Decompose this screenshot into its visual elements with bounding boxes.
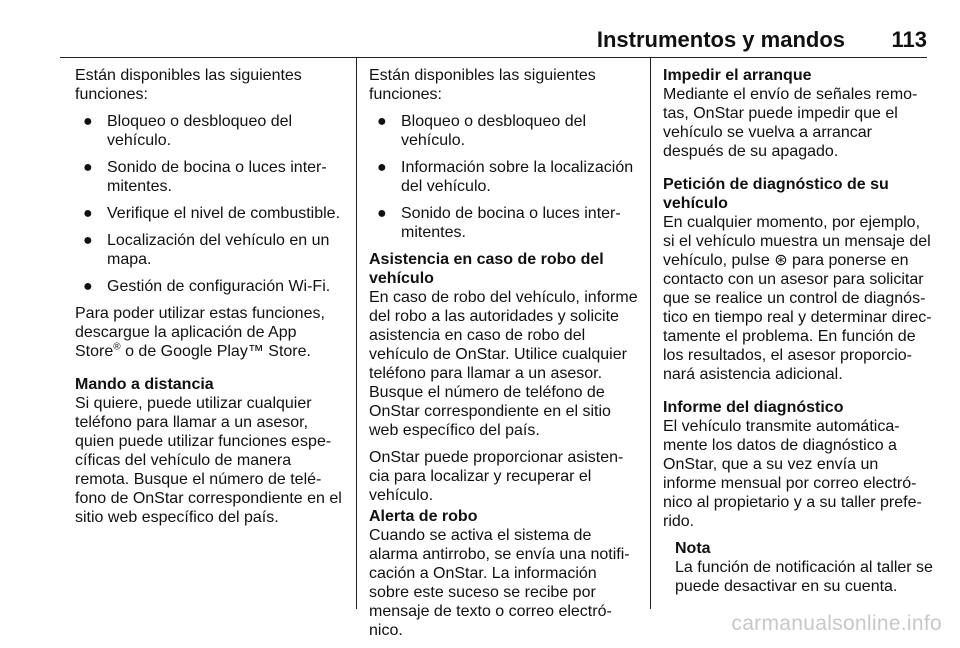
column-divider xyxy=(356,58,357,609)
page-header xyxy=(60,27,927,58)
bullet-icon: ● xyxy=(83,205,93,222)
page-title: Instrumentos y mandos xyxy=(596,27,845,52)
feature-list xyxy=(369,112,639,242)
section-heading: Impedir el arranque xyxy=(663,67,812,84)
section-heading: Mando a distancia xyxy=(75,376,214,393)
section-text: Mediante el envío de señales remo-tas, OnStar puede impedir que el vehículo se vuelva a arrancar después de su apagado. xyxy=(663,86,918,160)
note-heading: Nota xyxy=(675,540,711,557)
bullet-icon: ● xyxy=(377,113,387,130)
section-text: Si quiere, puede utilizar cualquier teléfono para llamar a un asesor, quien puede utilizar funciones espe-cíficas del vehículo de manera remota. Busque el número de telé-fono de OnStar correspondiente en el sitio web específico del país. xyxy=(75,395,342,526)
section-text: OnStar puede proporcionar asisten-cia para localizar y recuperar el vehículo. xyxy=(369,449,624,504)
section-heading: Informe del diagnóstico xyxy=(663,399,844,416)
onstar-button-icon: ⊛ xyxy=(774,252,788,269)
intro-text: Están disponibles las siguientes funciones: xyxy=(369,67,596,103)
app-download-text: Para poder utilizar estas funciones, descargue la aplicación de App Store® o de Google Play™ Store. xyxy=(75,305,325,360)
intro-text: Están disponibles las siguientes funciones: xyxy=(75,67,302,103)
note-text: La función de notificación al taller se puede desactivar en su cuenta. xyxy=(675,559,933,595)
section-text: En cualquier momento, por ejemplo, si el vehículo muestra un mensaje del vehículo, pulse ⊛ para ponerse en contacto con un asesor para solicitar que se realice un control de diagnós-tico en tiempo real y determinar direc-tamente el problema. En función de los resultados, el asesor proporcio-nará asistencia adicional. xyxy=(663,214,932,383)
bullet-icon: ● xyxy=(83,278,93,295)
column-2 xyxy=(369,66,639,648)
list-item: ● Verifique el nivel de combustible. xyxy=(83,205,341,222)
bullet-icon: ● xyxy=(83,159,93,176)
column-divider xyxy=(650,58,651,609)
list-item: ● Bloqueo o desbloqueo del vehículo. xyxy=(377,113,587,149)
section-heading: Alerta de robo xyxy=(369,508,478,525)
bullet-icon: ● xyxy=(83,232,93,249)
note-box xyxy=(663,539,935,596)
registered-mark: ® xyxy=(113,341,121,353)
list-item: ● Localización del vehículo en un mapa. xyxy=(83,232,330,268)
list-item: ● Bloqueo o desbloqueo del vehículo. xyxy=(83,113,293,149)
page-number: 113 xyxy=(891,27,927,52)
bullet-icon: ● xyxy=(83,113,93,130)
section-text: Cuando se activa el sistema de alarma antirrobo, se envía una notifi-cación a OnStar. La información sobre este suceso se recibe por mensaje de texto o correo electró-nico. xyxy=(369,527,630,639)
list-item: ● Sonido de bocina o luces inter-mitentes. xyxy=(83,159,327,195)
column-3 xyxy=(663,66,935,604)
watermark: carmanualsonline.info xyxy=(731,612,942,635)
bullet-icon: ● xyxy=(377,159,387,176)
list-item: ● Gestión de configuración Wi-Fi. xyxy=(83,278,331,295)
list-item: ● Información sobre la localización del vehículo. xyxy=(377,159,634,195)
section-text: El vehículo transmite automática-mente los datos de diagnóstico a OnStar, que a su vez envía un informe mensual por correo electró-nico al propietario y a su taller prefe-rido. xyxy=(663,418,922,530)
feature-list xyxy=(75,112,345,296)
bullet-icon: ● xyxy=(377,205,387,222)
section-heading: Petición de diagnóstico de su vehículo xyxy=(663,176,889,212)
section-heading: Asistencia en caso de robo del vehículo xyxy=(369,251,604,287)
section-text: En caso de robo del vehículo, informe del robo a las autoridades y solicite asistencia en caso de robo del vehículo de OnStar. Utilice cualquier teléfono para llamar a un asesor. Busque el número de teléfono de OnStar correspondiente en el sitio web específico del país. xyxy=(369,289,638,439)
list-item: ● Sonido de bocina o luces inter-mitentes. xyxy=(377,205,621,241)
column-1 xyxy=(75,66,345,535)
